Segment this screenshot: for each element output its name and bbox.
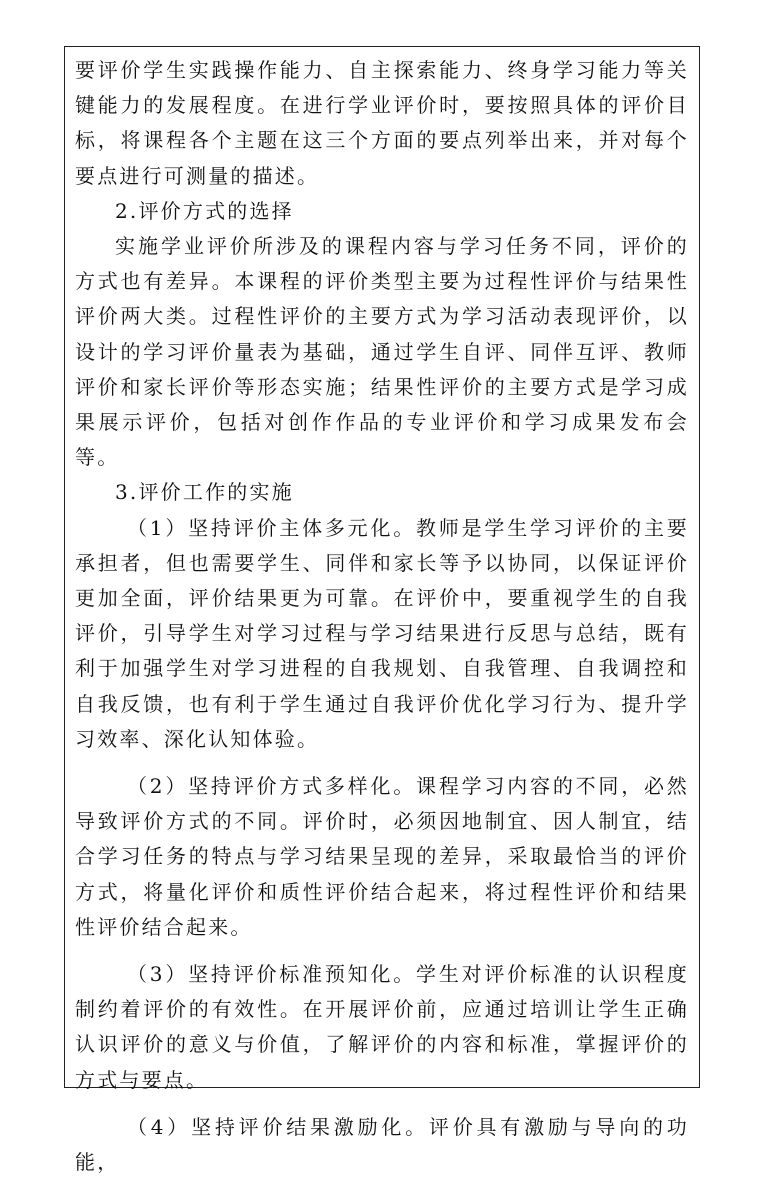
paragraph-evaluation-method: 实施学业评价所涉及的课程内容与学习任务不同，评价的方式也有差异。本课程的评价类型主要为过程性评价与结果性评价两大类。过程性评价的主要方式为学习活动表现评价，以设计的学习评价量表为基础，通过学生自评、同伴互评、教师评价和家长评价等形态实施；结果性评价的主要方式是学习成果展示评价，包括对创作作品的专业评价和学习成果发布会等。 — [75, 234, 689, 470]
document-content — [75, 53, 689, 1180]
paragraph-item-3-known-standards: （3）坚持评价标准预知化。学生对评价标准的认识程度制约着评价的有效性。在开展评价前，应通过培训让学生正确认识评价的意义与价值，了解评价的内容和标准，掌握评价的方式与要点。 — [75, 962, 689, 1092]
section-heading-evaluation-implementation: 3.评价工作的实施 — [115, 480, 294, 505]
paragraph-item-2-diverse-methods: （2）坚持评价方式多样化。课程学习内容的不同，必然导致评价方式的不同。评价时，必须因地制宜、因人制宜，结合学习任务的特点与学习结果呈现的差异，采取最恰当的评价方式，将量化评价和质性评价结合起来，将过程性评价和结果性评价结合起来。 — [75, 774, 689, 939]
section-heading-evaluation-method: 2.评价方式的选择 — [115, 198, 294, 223]
paragraph-item-1-diverse-subjects: （1）坚持评价主体多元化。教师是学生学习评价的主要承担者，但也需要学生、同伴和家长等予以协同，以保证评价更加全面，评价结果更为可靠。在评价中，要重视学生的自我评价，引导学生对学习过程与学习结果进行反思与总结，既有利于加强学生对学习进程的自我规划、自我管理、自我调控和自我反馈，也有利于学生通过自我评价优化学习行为、提升学习效率、深化认知体验。 — [75, 515, 689, 751]
document-frame — [64, 46, 700, 1175]
paragraph-item-4-incentive-results: （4）坚持评价结果激励化。评价具有激励与导向的功能， — [75, 1114, 689, 1175]
paragraph-key-abilities: 要评价学生实践操作能力、自主探索能力、终身学习能力等关键能力的发展程度。在进行学业评价时，要按照具体的评价目标，将课程各个主题在这三个方面的要点列举出来，并对每个要点进行可测量的描述。 — [75, 58, 689, 188]
